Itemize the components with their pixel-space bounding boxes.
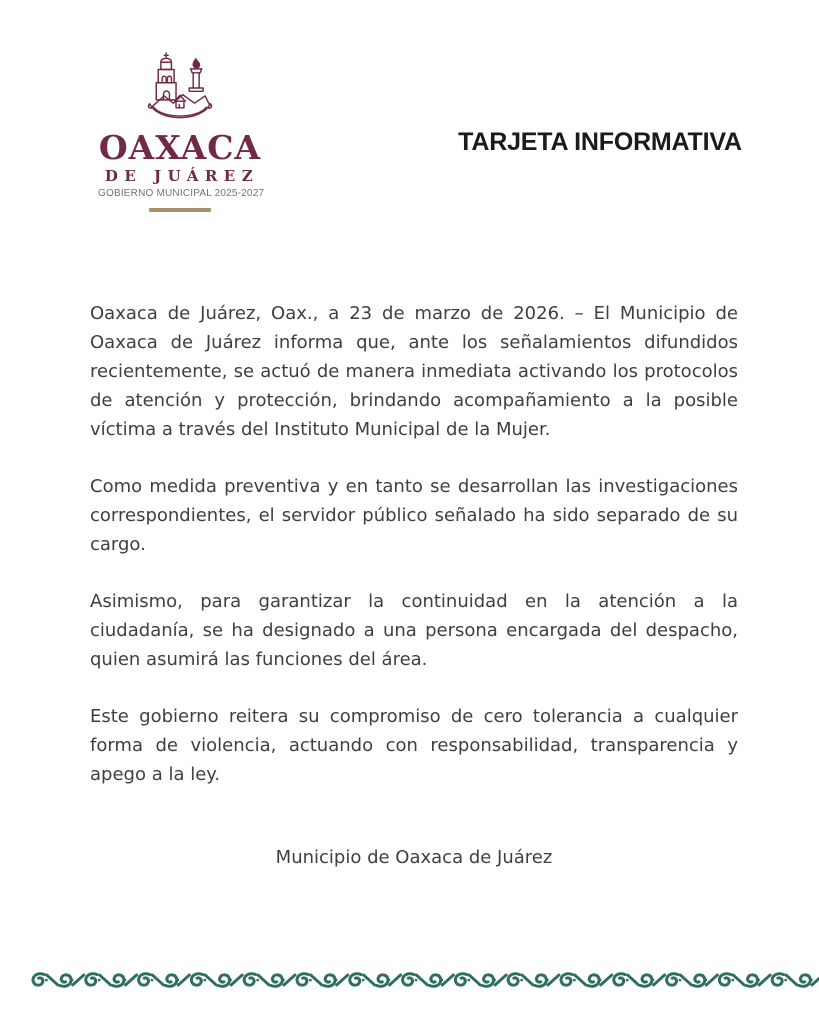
paragraph-continuity: Asimismo, para garantizar la continuidad en la atención a la ciudadanía, se ha designado a una persona encargada del despacho, quien asumirá las funciones del área.: [90, 591, 738, 670]
logo-government-line: GOBIERNO MUNICIPAL 2025-2027: [98, 188, 265, 199]
logo-wordmark: OAXACA: [98, 128, 262, 167]
logo-accent-bar: [149, 208, 211, 212]
oaxaca-emblem-svg: [147, 50, 213, 126]
document-title: TARJETA INFORMATIVA: [458, 128, 742, 156]
greca-border-svg: [30, 970, 819, 990]
document-body: [90, 299, 738, 872]
paragraph-preventive-measure: Como medida preventiva y en tanto se desarrollan las investigaciones correspondientes, el servidor público señalado ha sido separado de su cargo.: [90, 476, 738, 555]
zapotec-greca-border-icon: [30, 970, 819, 990]
signature-line: Municipio de Oaxaca de Juárez: [275, 847, 553, 868]
oaxaca-emblem-icon: [98, 50, 262, 126]
paragraph-commitment: Este gobierno reitera su compromiso de cero tolerancia a cualquier forma de violencia, actuando con responsabilidad, transparencia y apego a la ley.: [90, 706, 738, 785]
logo-subtitle: DE JUÁREZ: [104, 167, 260, 185]
municipal-logo: [98, 50, 265, 212]
paragraph-dateline: Oaxaca de Juárez, Oax., a 23 de marzo de 2026. – El Municipio de Oaxaca de Juárez informa que, ante los señalamientos difundidos recientemente, se actuó de manera inmediata activando los protocolos de atención y protección, brindando acompañamiento a la posible víctima a través del Instituto Municipal de la Mujer.: [90, 303, 738, 440]
